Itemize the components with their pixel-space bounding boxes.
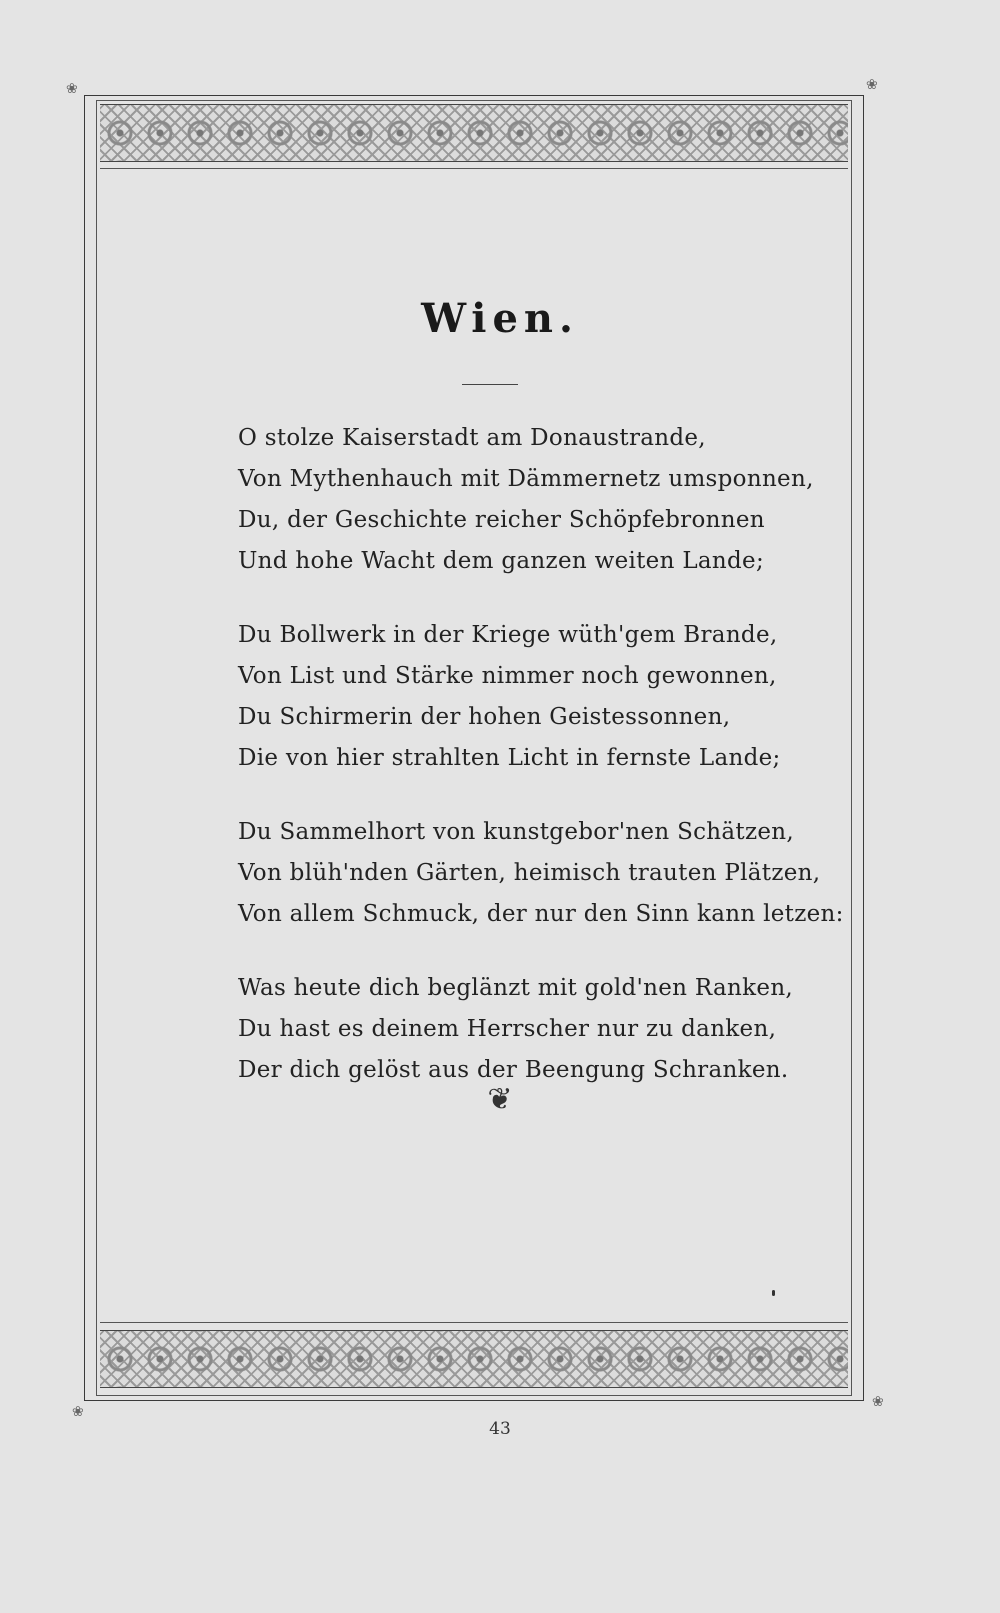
title-divider bbox=[462, 384, 518, 385]
stanza-2 bbox=[238, 615, 798, 779]
bottom-ornamental-band bbox=[100, 1330, 848, 1388]
corner-ornament-bottom-left-icon: ❀ bbox=[72, 1404, 84, 1420]
ink-speck bbox=[772, 1290, 775, 1296]
verse-line: Der dich gelöst aus der Beengung Schranken. bbox=[238, 1057, 789, 1083]
top-band-rule bbox=[100, 168, 848, 169]
verse-line: Von List und Stärke nimmer noch gewonnen, bbox=[238, 663, 777, 689]
bottom-band-rule bbox=[100, 1322, 848, 1323]
stanza-3 bbox=[238, 812, 844, 935]
verse-line: Du hast es deinem Herrscher nur zu danken, bbox=[238, 1016, 777, 1042]
verse-line: Und hohe Wacht dem ganzen weiten Lande; bbox=[238, 548, 764, 574]
verse-line: Von blüh'nden Gärten, heimisch trauten Plätzen, bbox=[238, 860, 821, 886]
corner-ornament-top-left-icon: ❀ bbox=[66, 81, 78, 97]
verse-line: Du Bollwerk in der Kriege wüth'gem Brande, bbox=[238, 622, 778, 648]
verse-line: Die von hier strahlten Licht in fernste Lande; bbox=[238, 745, 781, 771]
fleuron-ornament-icon: ❦ bbox=[487, 1082, 513, 1117]
top-ornamental-band bbox=[100, 104, 848, 162]
page-number: 43 bbox=[489, 1419, 511, 1439]
verse-line: Was heute dich beglänzt mit gold'nen Ranken, bbox=[238, 975, 794, 1001]
stanza-1 bbox=[238, 418, 814, 582]
corner-ornament-bottom-right-icon: ❀ bbox=[872, 1394, 884, 1410]
verse-line: Du Sammelhort von kunstgebor'nen Schätzen, bbox=[238, 819, 795, 845]
verse-line: Du, der Geschichte reicher Schöpfebronnen bbox=[238, 507, 765, 533]
poem-title: Wien. bbox=[421, 295, 579, 342]
verse-line: Von Mythenhauch mit Dämmernetz umsponnen, bbox=[238, 466, 814, 492]
verse-line: O stolze Kaiserstadt am Donaustrande, bbox=[238, 425, 706, 451]
corner-ornament-top-right-icon: ❀ bbox=[866, 77, 878, 93]
verse-line: Du Schirmerin der hohen Geistessonnen, bbox=[238, 704, 731, 730]
stanza-4 bbox=[238, 968, 798, 1091]
poem-body bbox=[238, 418, 844, 1124]
verse-line: Von allem Schmuck, der nur den Sinn kann letzen: bbox=[238, 901, 844, 927]
